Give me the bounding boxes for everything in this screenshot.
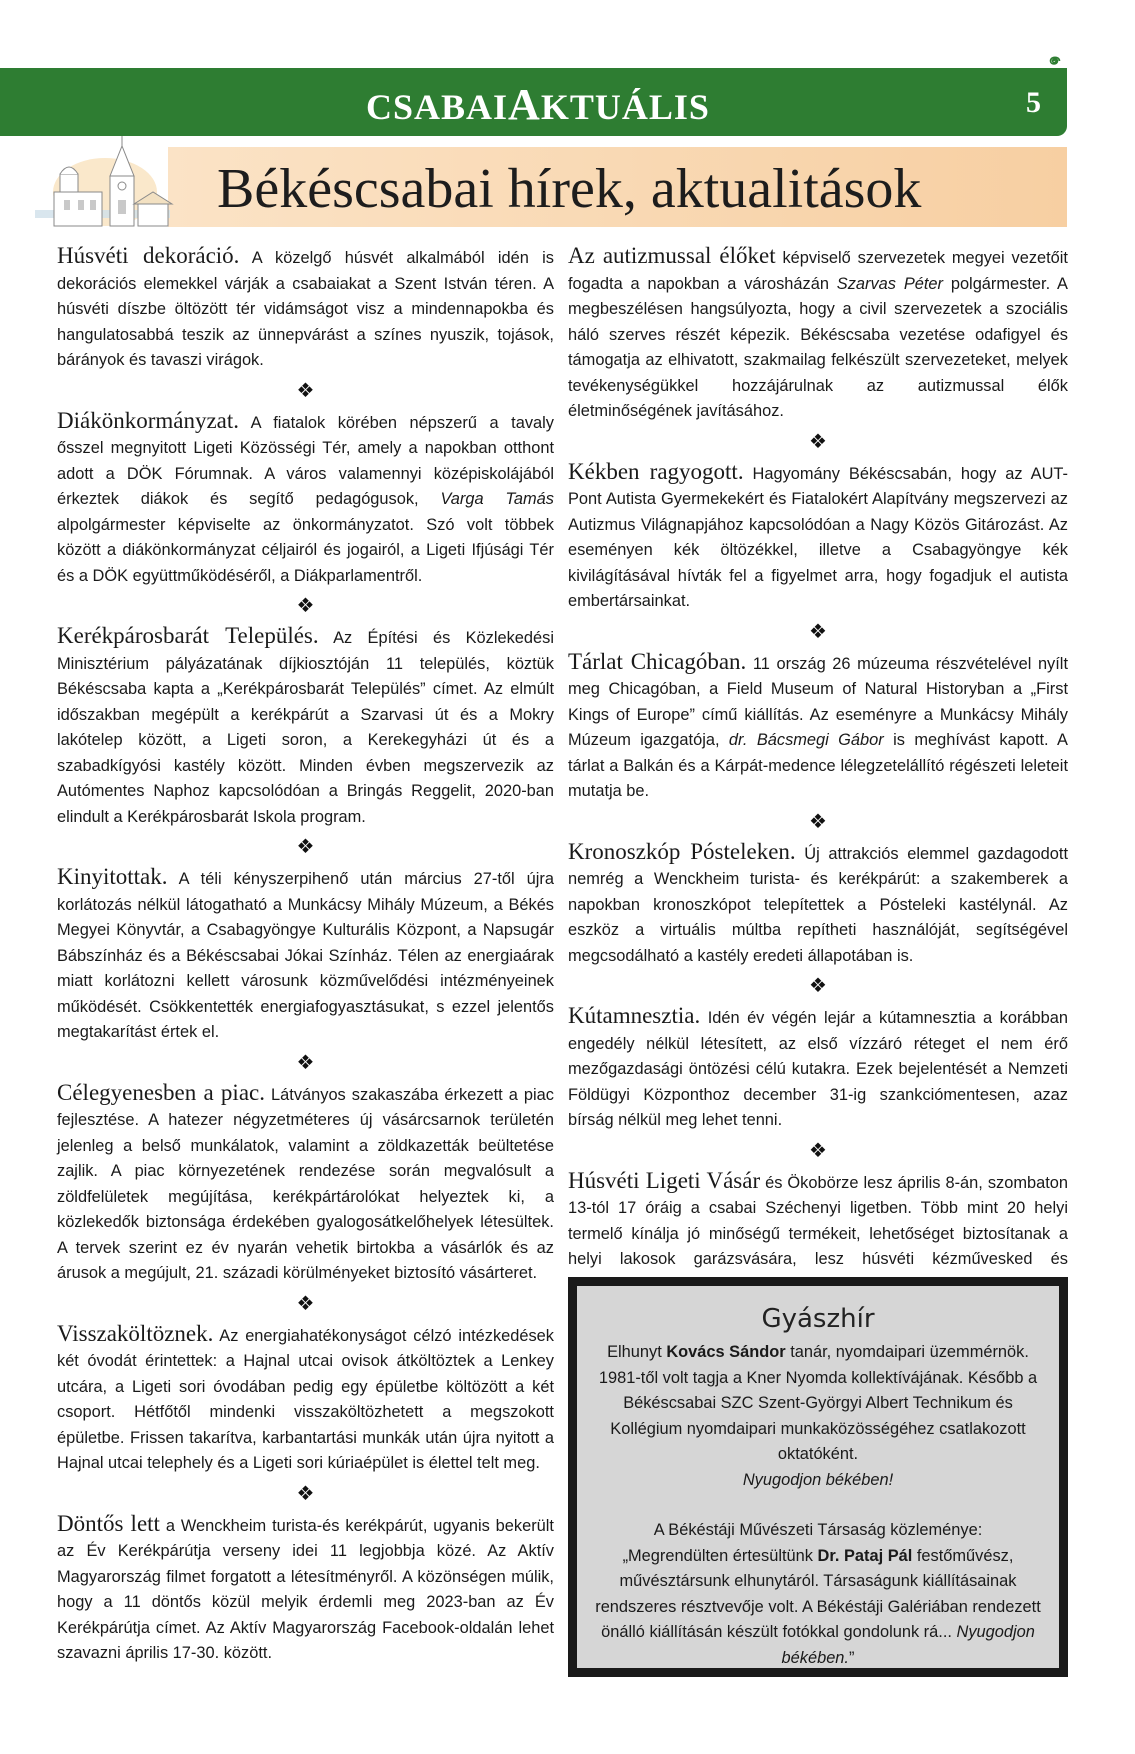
diamond-ornament-icon: ❖ [296, 1292, 315, 1315]
left-column [57, 243, 554, 1667]
article-kinyitottak [57, 864, 554, 1046]
article-text: és Ökobörze lesz április 8-án, szombaton 13-tól 17 óráig a csabai Széchenyi ligetben. Több mint 20 helyi termelő kínálja jó minőségű termékeit, lehetőséget biztosítanak a helyi lakosok garázsvására, lesz húsvéti kézművesked és [568, 1173, 1068, 1268]
article-text: A fiatalok körében népszerű a tavaly ősszel megnyitott Ligeti Közösségi Tér, amely a napokban otthont adott a DÖK Fórumnak. A város valamennyi középiskolájából érkeztek diákok és segítő pedagógusok, [57, 413, 554, 508]
deceased-name: Dr. Pataj Pál [817, 1546, 913, 1565]
article-text: alpolgármester képviselte az önkormányzatot. Szó volt többek között a diákönkormányzat céljairól és jogairól, a Ligeti Ifjúsági Tér és a DÖK együttműködéséről, a Diákparlamentről. [57, 515, 554, 585]
diamond-ornament-icon: ❖ [809, 975, 827, 997]
deceased-name: Kovács Sándor [666, 1343, 786, 1361]
article-text: is meghívást kapott. A tárlat a Balkán és a Kárpát-medence lélegzetelállító régészeti leleteit mutatja be. [568, 731, 1068, 800]
article-text: polgármester. A megbeszélésen hangsúlyozta, hogy a civil szervezetek a szociális háló szerves részét képezik. Békéscsaba vezetése odafigyel és támogatja az elhivatott, szakmailag felkészült szervezeteket, melyek tevékenységükkel hozzájárulnak az autizmussal élők életminőségének javításához. [568, 274, 1068, 420]
article-text: A közelgő húsvét alkalmából idén is dekorációs elemekkel várják a csabaiakat a Szent István téren. A húsvéti díszbe öltözött tér vidámságot visz a mindennapokba és hangulatosabbá teszik az ünnepvárást a színes nyuszik, tojások, bárányok és tavaszi virágok. [57, 249, 554, 369]
separator [568, 1134, 1068, 1168]
obituary-rip-1: Nyugodjon békében! [742, 1470, 894, 1489]
diamond-ornament-icon: ❖ [809, 810, 827, 833]
article-celegyenesben-a-piac [57, 1080, 554, 1287]
article-husveti-dekoracio [57, 243, 554, 374]
diamond-ornament-icon: ❖ [809, 620, 827, 643]
separator [568, 425, 1068, 459]
diamond-ornament-icon: ❖ [809, 1139, 827, 1162]
publication-title [366, 80, 710, 132]
article-headline: Kronoszkóp Pósteleken. [568, 838, 796, 864]
page-number: 5 [1026, 86, 1041, 119]
article-headline: Kinyitottak. [57, 864, 168, 889]
spacer [595, 1493, 1041, 1518]
article-headline: Kékben ragyogott. [568, 458, 744, 484]
article-headline: Az autizmussal élőket [568, 243, 776, 268]
obituary-box [568, 1277, 1068, 1677]
article-headline: Húsvéti dekoráció. [57, 243, 240, 268]
obituary-announcement-title: A Békéstáji Művészeti Társaság közleménye: [653, 1521, 983, 1539]
separator [568, 805, 1068, 839]
article-headline: Diákönkormányzat. [57, 407, 240, 433]
publication-title-part1: CSABAI [366, 87, 509, 127]
article-text: képviselő szervezetek megyei vezetőit fogadta a napokban a városházán [568, 249, 1068, 293]
person-name: dr. Bácsmegi Gábor [728, 731, 884, 749]
diamond-ornament-icon: ❖ [296, 1482, 315, 1505]
article-diakonkormanyzat [57, 408, 554, 590]
article-text: Látványos szakaszába érkezett a piac fejlesztése. A hatezer négyzetméteres új vásárcsarnok területén jelenleg a belső munkálatok, valamint a zöldkazetták beültetése zajlik. A piac környezetének rendezése során megvalósult a zöldfelületek megújítása, kerékpártárolókat helyeztek ki, a közlekedők biztonsága érdekében gyalogosátkelőhelyek létesültek. A tervek szerint ez év nyarán vehetik birtokba a vásárlók és az árusok a megújult, 21. századi körülményeket biztosító vásárteret. [57, 1085, 554, 1282]
separator [568, 969, 1068, 1003]
article-text: Hagyomány Békéscsabán, hogy az AUT-Pont Autista Gyermekekért és Fiatalokért Alapítvány megszervezi az Autizmus Világnapjához kapcsolódóan a Nagy Közös Gitározást. Az eseményen kék öltözékkel, illetve a Csabagyöngye kék kivilágításával hívták fel a figyelmet arra, hogy fogadjuk el autista embertársainkat. [568, 464, 1068, 610]
article-dontos-lett [57, 1511, 554, 1667]
article-headline: Húsvéti Ligeti Vásár [568, 1167, 761, 1193]
section-title: Békéscsabai hírek, aktualitások [217, 158, 922, 220]
person-name: Szarvas Péter [836, 274, 943, 293]
town-church-illustration-icon [30, 134, 180, 234]
right-column [568, 243, 1068, 1298]
article-text: Az Építési és Közlekedési Minisztérium pályázatának díjkiosztóján 11 település, köztük Békéscsaba kapta a „Kerékpárosbarát Település” címet. Az elmúlt időszakban megépült a kerékpárút a Szarvasi út és a Mokry lakótelep között, a Ligeti soron, a Kerekegyházi út és a szabadkígyósi kastély között. Minden évben megszervezik az Autómentes Naphoz kapcsolódóan a Bringás Reggelit, 2020-ban elindult a Kerékpárosbarát Iskola program. [57, 629, 554, 826]
article-headline: Kerékpárosbarát Település. [57, 623, 319, 648]
article-kutamnesztia [568, 1003, 1068, 1134]
article-text: A téli kényszerpihenő után március 27-től újra korlátozás nélkül látogatható a Munkácsy Mihály Múzeum, a Békés Megyei Könyvtár, a Csabagyöngye Kulturális Központ, a Napsugár Bábszínház és a Békéscsabai Jókai Színház. Télen az energiaárak miatt korlátozni kellett városunk közművelődési intézményeinek működését. Csökkentették energiafogyasztásukat, s ezzel jelentős megtakarítást értek el. [57, 870, 554, 1041]
article-text: a Wenckheim turista-és kerékpárút, ugyanis bekerült az Év Kerékpárútja verseny idei 11 legjobbja közé. Az Aktív Magyarország filmet forgatott a létesítményről. A közönségen múlik, hogy a 11 döntős közül melyik érdemli meg 2023-ban az Év Kerékpárútja címet. Az Aktív Magyarország Facebook-oldalán lehet szavazni április 17-30. között. [57, 1516, 554, 1662]
separator [57, 830, 554, 864]
article-headline: Tárlat Chicagóban. [568, 648, 747, 674]
article-tarlat-chicagoban [568, 649, 1068, 805]
publication-title-initial: A [508, 80, 541, 129]
article-headline: Visszaköltöznek. [57, 1320, 214, 1346]
separator [57, 1477, 554, 1511]
diamond-ornament-icon: ❖ [296, 1051, 315, 1074]
article-visszakoltoznek [57, 1321, 554, 1477]
obituary-paragraph-2: „Megrendülten értesültünk Dr. Pataj Pál festőművész, művésztársunk elhunytáról. Társaságunk kiállításainak rendszeres résztvevője volt. A Békéstáji Galériában rendezett önálló kiállításán készült fotókkal gondolunk rá... Nyugodjon békében.” [595, 1546, 1041, 1667]
separator [57, 1287, 554, 1321]
person-name: Varga Tamás [440, 490, 554, 508]
obituary-title: Gyászhír [761, 1304, 875, 1334]
diamond-ornament-icon: ❖ [296, 595, 315, 617]
obituary-paragraph-1: Elhunyt Kovács Sándor tanár, nyomdaipari üzemmérnök. 1981-től volt tagja a Kner Nyomda kollektívájának. Később a Békéscsabai SZC Szent-Györgyi Albert Technikum és Kollégium nyomdaipari munkaközösségéhez csatlakozott oktatóként. [598, 1343, 1038, 1463]
separator [57, 374, 554, 408]
article-kerekparosbarat [57, 623, 554, 830]
diamond-ornament-icon: ❖ [296, 836, 315, 858]
article-kekben-ragyogott [568, 459, 1068, 615]
article-headline: Döntős lett [57, 1510, 160, 1536]
article-headline: Kútamnesztia. [568, 1003, 701, 1028]
separator [568, 615, 1068, 649]
diamond-ornament-icon: ❖ [809, 430, 827, 453]
article-headline: Célegyenesben a piac. [57, 1079, 265, 1105]
article-text: Idén év végén lejár a kútamnesztia a korábban engedély nélkül létesített, az első vízzáró réteget el nem érő mezőgazdasági öntözési célú kutakra. Ezek bejelentését a Nemzeti Földügyi Központhoz december 31-ig szankciómentesen, azaz bírság nélkül meg lehet tenni. [568, 1009, 1068, 1129]
publication-title-part2: KTUÁLIS [540, 87, 710, 127]
article-kronoszkop [568, 839, 1068, 970]
spiral-logo-icon [1044, 52, 1064, 70]
separator [57, 1046, 554, 1080]
separator [57, 589, 554, 623]
article-text: 11 ország 26 múzeuma részvételével nyílt meg Chicagóban, a Field Museum of Natural Historyban a „First Kings of Europe” című kiállítás. Az eseményre a Munkácsy Mihály Múzeum igazgatója, [568, 654, 1068, 749]
article-text: Új attrakciós elemmel gazdagodott nemrég a Wenckheim turista- és kerékpárút: a szakemberek a napokban kronoszkópot telepítettek a Pósteleki kastélynál. Az eszköz a virtuális múltba repítheti használóját, segítségével megcsodálható a kastély eredeti állapotában is. [568, 844, 1069, 965]
diamond-ornament-icon: ❖ [296, 379, 315, 402]
article-autizmussal-elok [568, 243, 1068, 425]
article-text: Az energiahatékonyságot célzó intézkedések két óvodát érintettek: a Hajnal utcai ovisok átköltöztek a Lenkey utcára, a Ligeti sori óvodában pedig egy épületbe költözött a két csoport. Hétfőtől mindenki visszaköltözhetett a megszokott épületbe. Frissen takarítva, karbantartási munkák után újra nyitott a Hajnal utcai telephely és a Ligeti sori kúriaépület is élettel telt meg. [57, 1326, 554, 1472]
